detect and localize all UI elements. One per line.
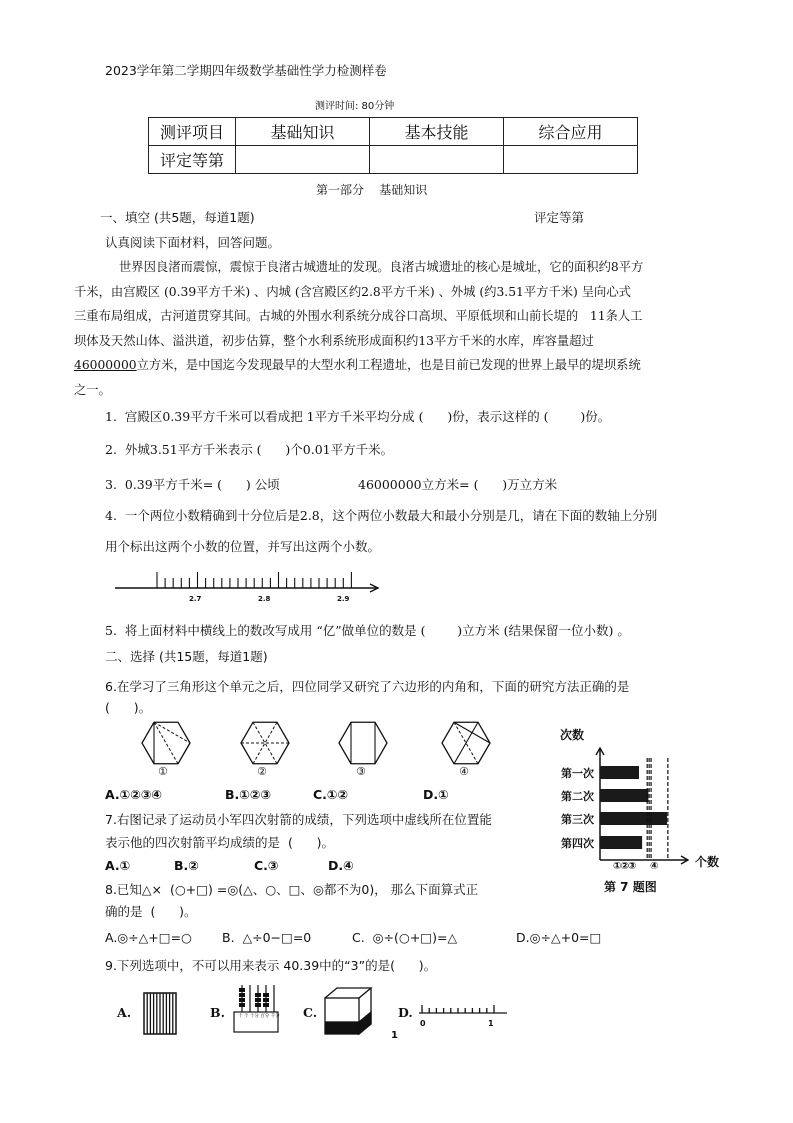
category-label: 第三次 xyxy=(561,813,594,826)
bar xyxy=(600,812,667,825)
hex-label: ② xyxy=(257,765,267,778)
chart-xlabel: 个数 xyxy=(695,855,720,869)
abacus-bead xyxy=(263,993,269,997)
x-axis-arrow xyxy=(681,856,688,864)
number-line-label: 2.8 xyxy=(258,595,271,603)
material-text: 立方米，是中国迄今发现最早的大型水利工程遗址，也是目前已发现的世界上最早的堤坝系统 xyxy=(136,358,641,372)
hexagon-diagonal xyxy=(253,722,277,764)
bar xyxy=(600,836,642,849)
hexagon-diagonal xyxy=(454,722,478,764)
underlined-number: 46000000 xyxy=(74,358,137,372)
question-3a: 3. 0.39平方千米= ( ) 公顷 xyxy=(105,477,280,492)
q8-option-b[interactable]: B. △÷0−□=0 xyxy=(222,930,312,945)
question-3b: 46000000立方米= ( )万立方米 xyxy=(358,477,558,492)
part-title: 第一部分 基础知识 xyxy=(316,183,428,197)
abacus-label: 千分 xyxy=(270,1014,280,1019)
table-row xyxy=(149,146,638,174)
table-row xyxy=(149,118,638,146)
number-line xyxy=(115,572,378,592)
question-4: 4. 一个两位小数精确到十分位后是2.8，这个两位小数最大和最小分别是几，请在下面的数轴上分别 xyxy=(105,508,658,523)
chart-ylabel: 次数 xyxy=(560,728,585,742)
hexagon-diagonal xyxy=(253,722,277,764)
abacus-bead xyxy=(239,993,245,997)
question-9: 9.下列选项中，不可以用来表示 40.39中的“3”的是( )。 xyxy=(105,958,437,973)
abacus-bead xyxy=(255,998,261,1002)
q9-number-line xyxy=(419,1005,507,1013)
abacus-bead xyxy=(255,1003,261,1007)
question-7-line2: 表示他的四次射箭平均成绩的是 ( )。 xyxy=(105,835,335,850)
section1-intro: 认真阅读下面材料，回答问题。 xyxy=(105,235,281,250)
abacus-bead xyxy=(239,998,245,1002)
material-line: 之一。 xyxy=(74,383,111,397)
hex-label: ① xyxy=(158,765,168,778)
q7-option-b[interactable]: B.② xyxy=(174,858,199,873)
grid-outline xyxy=(144,993,176,1034)
q6-option-d[interactable]: D.① xyxy=(423,787,449,802)
cube-fill-side xyxy=(359,1012,371,1034)
material-line: 千米，由宫殿区 (0.39平方千米) 、内城 (含宫殿区约2.8平方千米) 、外城 (约3.51平方千米) 呈向心式 xyxy=(74,285,631,299)
abacus-bead xyxy=(239,988,245,992)
cube-front xyxy=(325,998,359,1034)
hex-label: ③ xyxy=(356,765,366,778)
hexagon xyxy=(339,722,387,764)
question-6: 6.在学习了三角形这个单元之后，四位同学又研究了六边形的内角和，下面的研究方法正确的是 xyxy=(105,679,630,694)
table-cell: 评定等第 xyxy=(149,146,236,174)
abacus-label: 个 xyxy=(243,1014,249,1019)
abacus-bead xyxy=(255,993,261,997)
grade-input-basic[interactable] xyxy=(236,146,370,174)
question-2: 2. 外城3.51平方千米表示 ( )个0.01平方千米。 xyxy=(105,442,394,457)
hexagon-diagonal xyxy=(154,722,190,743)
hexagon-diagonal xyxy=(454,722,478,764)
abacus-bead xyxy=(263,998,269,1002)
q6-option-b[interactable]: B.①②③ xyxy=(225,787,272,802)
material-line: 世界因良渚而震惊，震惊于良渚古城遗址的发现。良渚古城遗址的核心是城址，它的面积约8平方 xyxy=(119,260,644,274)
section2-title: 二、选择 (共15题，每道1题) xyxy=(105,649,268,664)
q9-d-label: 1 xyxy=(488,1019,494,1028)
section1-title: 一、填空 (共5题，每道1题) xyxy=(100,210,255,225)
abacus-bead xyxy=(239,1003,245,1007)
q7-option-d[interactable]: D.④ xyxy=(328,858,354,873)
table-cell: 基本技能 xyxy=(370,118,504,146)
q9-option-d[interactable]: D. xyxy=(398,1005,413,1020)
abacus-place-labels xyxy=(238,1014,280,1019)
question-4-line2: 用个标出这两个小数的位置，并写出这两个小数。 xyxy=(105,539,381,554)
y-axis-arrow xyxy=(596,748,604,755)
question-7: 7.右图记录了运动员小军四次射箭的成绩，下列选项中虚线所在位置能 xyxy=(105,812,492,827)
q9-option-b[interactable]: B. xyxy=(210,1005,225,1020)
number-line-label: 2.7 xyxy=(189,595,202,603)
chart-caption: 第 7 题图 xyxy=(604,880,657,894)
material-line: 坝体及天然山体、溢洪道，初步估算，整个水利系统形成面积约13平方千米的水库，库容量超过 xyxy=(74,334,594,348)
question-8-line2: 确的是 ( )。 xyxy=(105,904,197,919)
hexagon xyxy=(442,722,490,764)
hexagon-diagonal xyxy=(454,722,490,743)
grade-input-applied[interactable] xyxy=(504,146,638,174)
chart-marker-label: ④ xyxy=(650,861,659,872)
category-label: 第四次 xyxy=(561,837,594,850)
abacus-label: 十 xyxy=(238,1014,243,1019)
section1-grade-label: 评定等第 xyxy=(534,210,585,225)
table-cell: 测评项目 xyxy=(149,118,236,146)
q6-option-c[interactable]: C.①② xyxy=(313,787,349,802)
bar xyxy=(600,789,648,802)
q7-option-a[interactable]: A.① xyxy=(105,858,131,873)
question-5: 5. 将上面材料中横线上的数改写成用 “亿”做单位的数是 ( )立方米 (结果保留一位小数) 。 xyxy=(105,623,630,638)
hexagon xyxy=(241,722,289,764)
page-number: 1 xyxy=(391,1030,398,1041)
hexagon-diagonal xyxy=(154,722,178,764)
q9-abacus xyxy=(234,985,278,1032)
q8-option-c[interactable]: C. ◎÷(○+□)=△ xyxy=(352,930,458,945)
question-8: 8.已知△× (○+□) =◎(△、○、□、◎都不为0)， 那么下面算式正 xyxy=(105,882,479,897)
material-line xyxy=(74,355,641,373)
q9-d-label: 0 xyxy=(420,1019,426,1028)
chart-marker-label: ①②③ xyxy=(613,861,636,872)
q6-option-a[interactable]: A.①②③④ xyxy=(105,787,162,802)
q9-strip-grid xyxy=(144,993,176,1034)
abacus-label: 十分 xyxy=(249,1014,259,1019)
question-1: 1. 宫殿区0.39平方千米可以看成把 1平方千米平均分成 ( )份，表示这样的 ( )份。 xyxy=(105,409,611,424)
q7-option-c[interactable]: C.③ xyxy=(254,858,279,873)
page-title: 2023学年第二学期四年级数学基础性学力检测样卷 xyxy=(105,63,387,78)
cube-fill xyxy=(326,1022,359,1033)
q8-option-d[interactable]: D.◎÷△+0=□ xyxy=(516,930,602,945)
abacus-label: 百分 xyxy=(260,1014,270,1019)
q8-option-a[interactable]: A.◎÷△+□=○ xyxy=(105,930,192,945)
category-label: 第二次 xyxy=(561,790,594,803)
hexagon xyxy=(142,722,190,764)
q9-cube xyxy=(325,988,371,1034)
evaluation-table xyxy=(148,117,638,174)
q9-option-a[interactable]: A. xyxy=(117,1005,132,1020)
table-cell: 基础知识 xyxy=(236,118,370,146)
q9-option-c[interactable]: C. xyxy=(303,1005,318,1020)
exam-time: 测评时间: 80分钟 xyxy=(315,101,395,112)
question-6-line2: ( )。 xyxy=(105,700,152,715)
bar xyxy=(600,766,639,779)
grade-input-skill[interactable] xyxy=(370,146,504,174)
hex-label: ④ xyxy=(459,765,469,778)
category-label: 第一次 xyxy=(561,767,594,780)
abacus-bead xyxy=(263,1003,269,1007)
cube-side xyxy=(359,988,371,1034)
axis-arrow xyxy=(370,584,378,592)
number-line-label: 2.9 xyxy=(337,595,350,603)
cube-top xyxy=(325,988,371,998)
material-line: 三重布局组成，古河道贯穿其间。古城的外围水利系统分成谷口高坝、平原低坝和山前长堤的 11条人工 xyxy=(74,309,643,323)
table-cell: 综合应用 xyxy=(504,118,638,146)
